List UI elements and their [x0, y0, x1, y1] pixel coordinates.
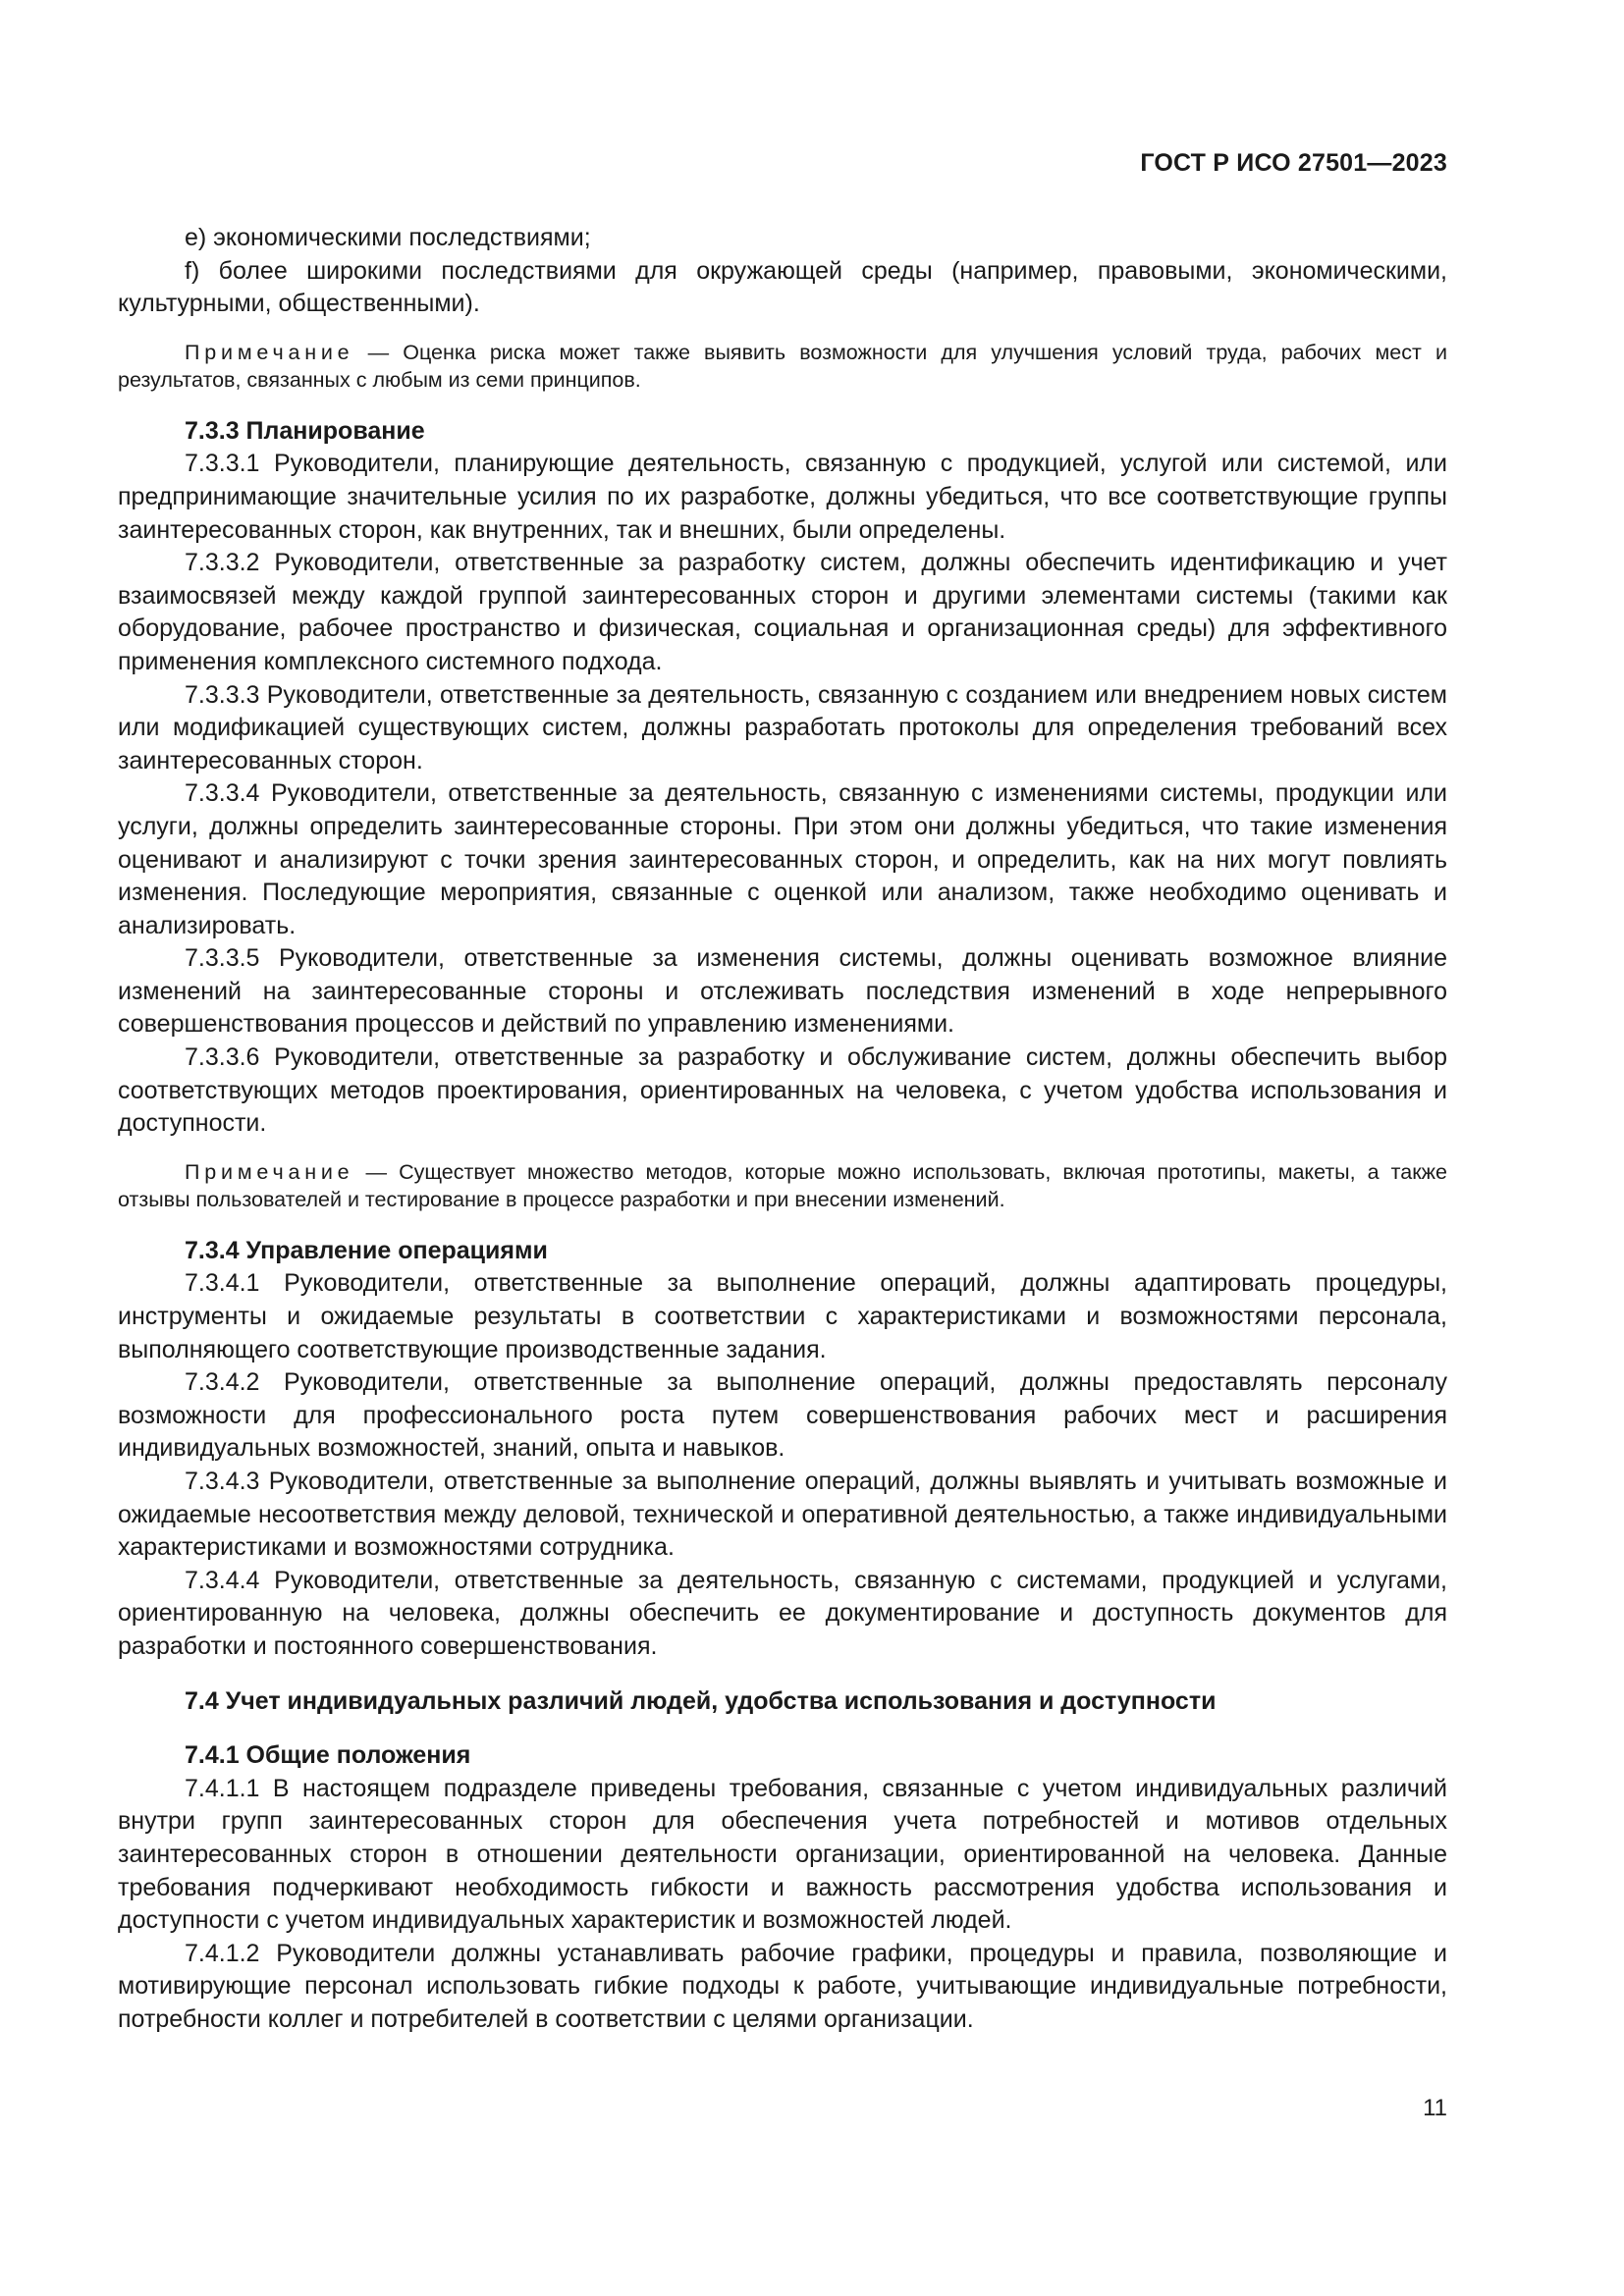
paragraph-7-3-4-2: 7.3.4.2 Руководители, ответственные за выполнение операций, должны предоставлять персоналу возможности для профессионального роста путем совершенствования рабочих мест и расширения индивидуальных возможностей, знаний, опыта и навыков.: [118, 1368, 1447, 1463]
paragraph-7-3-4-4: 7.3.4.4 Руководители, ответственные за деятельность, связанную с системами, продукцией и услугами, ориентированную на человека, должны обеспечить ее документирование и доступность документов для разработки и постоянного совершенствования.: [118, 1566, 1447, 1660]
page-content: [118, 222, 1447, 2037]
note-design-methods: [118, 1158, 1447, 1213]
paragraph-7-3-4-3: 7.3.4.3 Руководители, ответственные за выполнение операций, должны выявлять и учитывать возможные и ожидаемые несоответствия между деловой, технической и оперативной деятельностью, а также индивидуальными характеристиками и возможностями сотрудника.: [118, 1468, 1447, 1562]
paragraph-7-3-3-1: 7.3.3.1 Руководители, планирующие деятельность, связанную с продукцией, услугой или системой, или предпринимающие значительные усилия по их разработке, должны убедиться, что все соответствующие группы заинтересованных сторон, как внутренних, так и внешних, были определены.: [118, 450, 1447, 544]
paragraph-7-3-3-2: 7.3.3.2 Руководители, ответственные за разработку систем, должны обеспечить идентификацию и учет взаимосвязей между каждой группой заинтересованных сторон и другими элементами системы (такими как оборудование, рабочее пространство и физическая, социальная и организационная среды) для эффективного применения комплексного системного подхода.: [118, 549, 1447, 675]
section-heading-7-4: 7.4 Учет индивидуальных различий людей, удобства использования и доступности: [185, 1686, 1217, 1715]
note-label: Примечание: [185, 340, 354, 364]
document-id-header: ГОСТ Р ИСО 27501—2023: [1140, 149, 1447, 177]
list-item-e: е) экономическими последствиями;: [185, 224, 591, 251]
list-item-f: f) более широкими последствиями для окружающей среды (например, правовыми, экономическими, культурными, общественными).: [118, 256, 1447, 318]
note-text: — Оценка риска может также выявить возможности для улучшения условий труда, рабочих мест и результатов, связанных с любым из семи принципов.: [118, 340, 1447, 392]
paragraph-7-4-1-2: 7.4.1.2 Руководители должны устанавливать рабочие графики, процедуры и правила, позволяющие и мотивирующие персонал использовать гибкие подходы к работе, учитывающие индивидуальные потребности, потребности коллег и потребителей в соответствии с целями организации.: [118, 1939, 1447, 2033]
section-heading-7-3-4: 7.3.4 Управление операциями: [185, 1236, 548, 1264]
paragraph-7-3-4-1: 7.3.4.1 Руководители, ответственные за выполнение операций, должны адаптировать процедуры, инструменты и ожидаемые результаты в соответствии с характеристиками и возможностями персонала, выполняющего соответствующие производственные задания.: [118, 1269, 1447, 1363]
paragraph-7-3-3-4: 7.3.3.4 Руководители, ответственные за деятельность, связанную с изменениями системы, продукции или услуги, должны определить заинтересованные стороны. При этом они должны убедиться, что такие изменения оценивают и анализируют с точки зрения заинтересованных сторон, и определить, как на них могут повлиять изменения. Последующие мероприятия, связанные с оценкой или анализом, также необходимо оценивать и анализировать.: [118, 779, 1447, 939]
section-heading-7-3-3: 7.3.3 Планирование: [185, 416, 425, 445]
section-heading-7-4-1: 7.4.1 Общие положения: [185, 1741, 471, 1770]
paragraph-7-3-3-5: 7.3.3.5 Руководители, ответственные за изменения системы, должны оценивать возможное влияние изменений на заинтересованные стороны и отслеживать последствия изменений в ходе непрерывного совершенствования процессов и действий по управлению изменениями.: [118, 944, 1447, 1039]
paragraph-7-3-3-6: 7.3.3.6 Руководители, ответственные за разработку и обслуживание систем, должны обеспечить выбор соответствующих методов проектирования, ориентированных на человека, с учетом удобства использования и доступности.: [118, 1043, 1447, 1138]
paragraph-7-4-1-1: 7.4.1.1 В настоящем подразделе приведены требования, связанные с учетом индивидуальных различий внутри групп заинтересованных сторон для обеспечения учета потребностей и мотивов отдельных заинтересованных сторон в отношении деятельности организации, ориентированной на человека. Данные требования подчеркивают необходимость гибкости и важность рассмотрения удобства использования и доступности с учетом индивидуальных характеристик и возможностей людей.: [118, 1774, 1447, 1935]
paragraph-7-3-3-3: 7.3.3.3 Руководители, ответственные за деятельность, связанную с созданием или внедрением новых систем или модификацией существующих систем, должны разработать протоколы для определения требований всех заинтересованных сторон.: [118, 680, 1447, 774]
document-page: [118, 0, 1447, 2296]
note-risk-assessment: [118, 339, 1447, 394]
note-text: — Существует множество методов, которые можно использовать, включая прототипы, макеты, а также отзывы пользователей и тестирование в процессе разработки и при внесении изменений.: [118, 1159, 1447, 1211]
note-label: Примечание: [185, 1159, 354, 1184]
page-number: 11: [1423, 2095, 1447, 2121]
